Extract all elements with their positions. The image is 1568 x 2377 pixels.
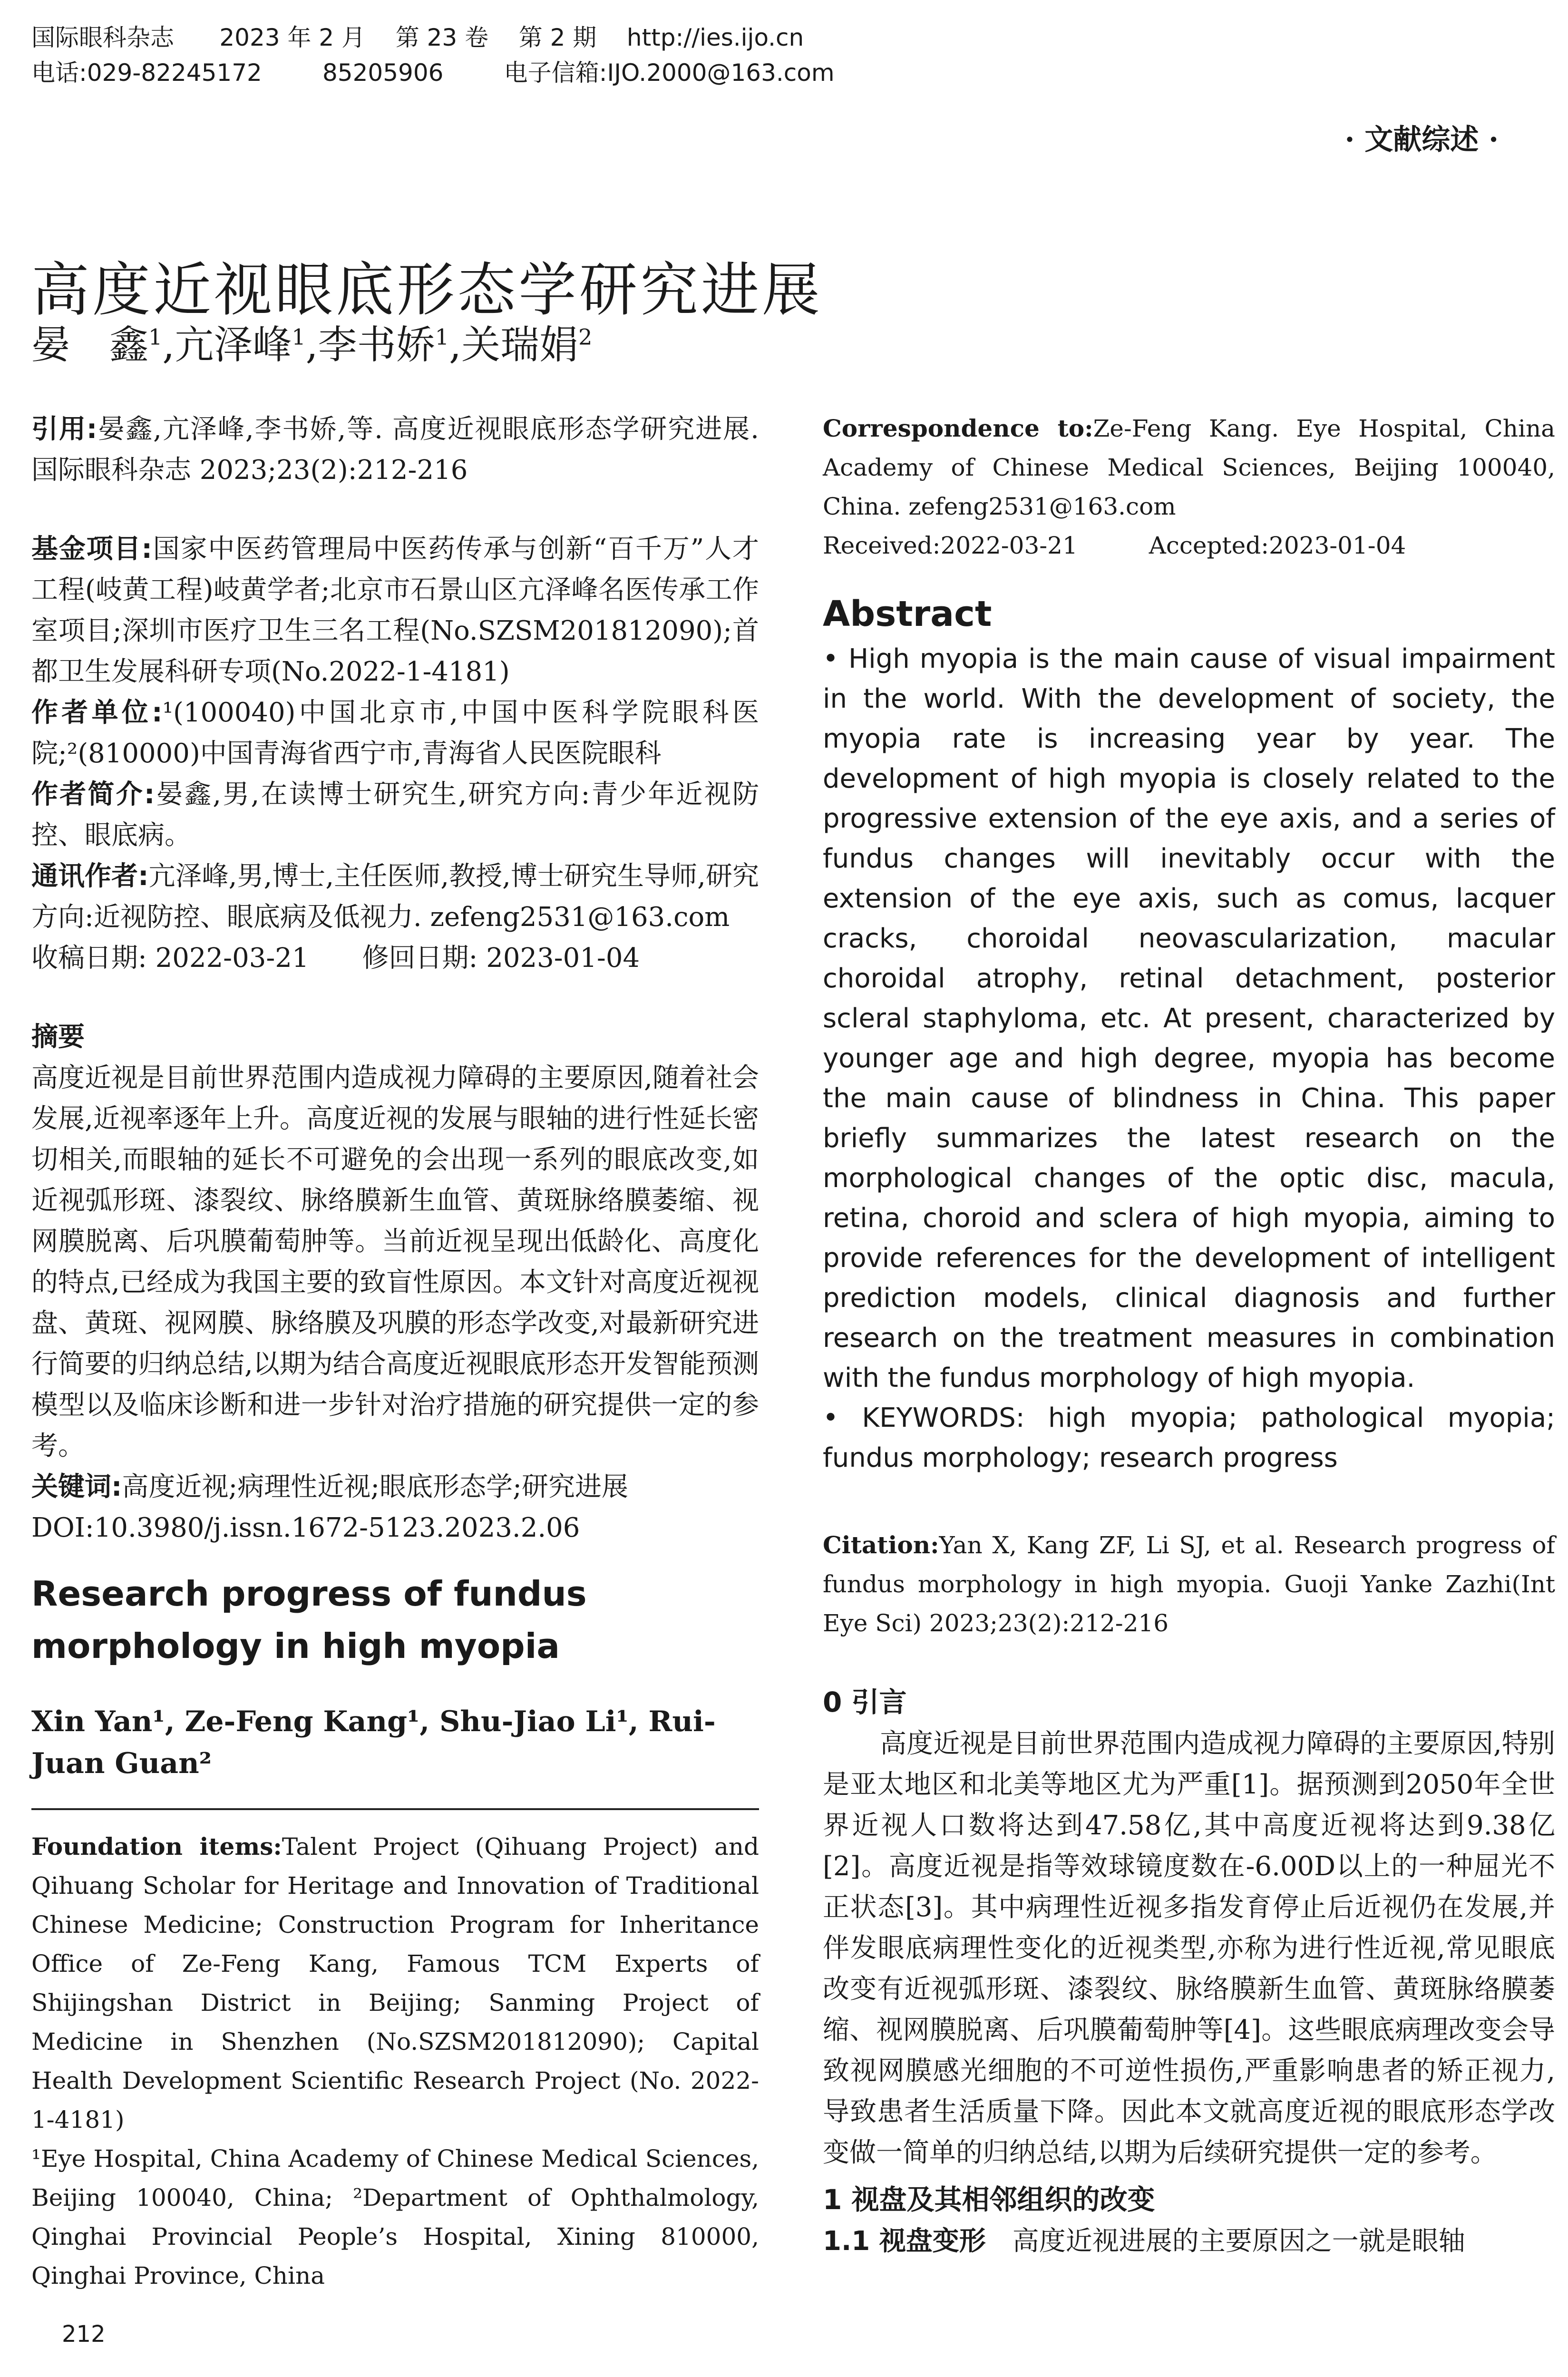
en-dates [823, 526, 1555, 565]
cn-corresponding [31, 856, 759, 938]
en-citation-label: Citation: [823, 1531, 939, 1559]
foundation-text: Talent Project (Qihuang Project) and Qihuang Scholar for Heritage and Innovation of Traditional Chinese Medicine; Construction Program for Inheritance Office of Ze-Feng Kang, Famous TCM Experts of Shijingshan District in Beijing; Sanming Project of Medicine in Shenzhen (No.SZSM201812090); Capital Health Development Scientific Research Project (No. 2022-1-4181) [31, 1833, 759, 2133]
cn-keywords-text: 高度近视;病理性近视;眼底形态学;研究进展 [122, 1471, 629, 1502]
cn-fund-text: 国家中医药管理局中医药传承与创新“百千万”人才工程(岐黄工程)岐黄学者;北京市石景山区亢泽峰名医传承工作室项目;深圳市医疗卫生三名工程(No.SZSM201812090);首都卫生发展科研专项(No.2022-1-4181) [31, 534, 759, 687]
volume: 第 23 卷 [395, 24, 489, 51]
journal-url[interactable]: http://ies.ijo.cn [626, 24, 804, 51]
english-title: Research progress of fundus morphology in high myopia [31, 1574, 587, 1666]
divider-rule [31, 1808, 759, 1810]
en-keywords: • KEYWORDS: high myopia; pathological myopia; fundus morphology; research progress [823, 1403, 1555, 1473]
cn-received-date: 收稿日期: 2022-03-21 [31, 943, 309, 974]
email[interactable]: 电子信箱:IJO.2000@163.com [504, 59, 835, 87]
en-abstract-text: • High myopia is the main cause of visual impairment in the world. With the development of society, the myopia rate is increasing year by year. The development of high myopia is closely related to the progressive extension of the eye axis, and a series of fundus changes will inevitably occur with the extension of the eye axis, such as comus, lacquer cracks, choroidal neovascularization, macular choroidal atrophy, retinal detachment, posterior scleral staphyloma, etc. At present, characterized by younger age and high degree, myopia has become the main cause of blindness in China. This paper briefly summarizes the latest research on the morphological changes of the optic disc, macula, retina, choroid and sclera of high myopia, aiming to provide references for the development of intelligent prediction models, clinical diagnosis and further research on the treatment measures in combination with the fundus morphology of high myopia. [823, 643, 1555, 1393]
cn-dates [31, 938, 759, 979]
cn-unit-text: ¹(100040)中国北京市,中国中医科学院眼科医院;²(810000)中国青海省西宁市,青海省人民医院眼科 [31, 697, 759, 769]
en-citation [823, 1526, 1555, 1643]
en-received-date: Received:2022-03-21 [823, 532, 1078, 559]
author-affiliation-mark: 2 [578, 324, 593, 350]
cn-abstract-heading: 摘要 [31, 1022, 85, 1052]
cn-corresponding-label: 通讯作者: [31, 861, 149, 892]
phone: 电话:029-82245172 [31, 59, 262, 87]
author-name: 李书娇 [318, 322, 435, 368]
section-tag: · 文献综述 · [1344, 123, 1499, 156]
doi[interactable]: DOI:10.3980/j.issn.1672-5123.2023.2.06 [31, 1512, 580, 1543]
section-0-heading: 0 引言 [823, 1686, 907, 1718]
cn-corresponding-text: 亢泽峰,男,博士,主任医师,教授,博士研究生导师,研究方向:近视防控、眼底病及低视力. zefeng2531@163.com [31, 861, 759, 933]
section-1-1-heading: 1.1 视盘变形 [823, 2226, 986, 2257]
cn-fund-label: 基金项目: [31, 534, 152, 565]
cn-keywords [31, 1467, 759, 1508]
journal-header [31, 20, 1458, 90]
affiliations: ¹Eye Hospital, China Academy of Chinese Medical Sciences, Beijing 100040, China; ²Department of Ophthalmology, Qinghai Provincial People’s Hospital, Xining 810000, Qinghai Province, China [31, 2145, 759, 2289]
author-affiliation-mark: 1 [435, 324, 449, 350]
en-correspondence [823, 409, 1555, 526]
issue-date: 2023 年 2 月 [219, 24, 366, 51]
left-column [31, 409, 759, 2295]
author-name: 关瑞娟 [461, 322, 579, 368]
author-separator: , [162, 322, 175, 368]
en-citation-text: Yan X, Kang ZF, Li SJ, et al. Research progress of fundus morphology in high myopia. Guoji Yanke Zazhi(Int Eye Sci) 2023;23(2):212-216 [823, 1531, 1555, 1637]
en-abstract-heading: Abstract [823, 594, 992, 634]
page-number: 212 [62, 2321, 106, 2348]
author-list [31, 314, 592, 370]
cn-abstract-text: 高度近视是目前世界范围内造成视力障碍的主要原因,随着社会发展,近视率逐年上升。高度近视的发展与眼轴的进行性延长密切相关,而眼轴的延长不可避免的会出现一系列的眼底改变,如近视弧形斑、漆裂纹、脉络膜新生血管、黄斑脉络膜萎缩、视网膜脱离、后巩膜葡萄肿等。当前近视呈现出低龄化、高度化的特点,已经成为我国主要的致盲性原因。本文针对高度近视视盘、黄斑、视网膜、脉络膜及巩膜的形态学改变,对最新研究进行简要的归纳总结,以期为结合高度近视眼底形态开发智能预测模型以及临床诊断和进一步针对治疗措施的研究提供一定的参考。 [31, 1062, 759, 1461]
cn-revised-date: 修回日期: 2023-01-04 [362, 943, 640, 974]
author-affiliation-mark: 1 [148, 324, 163, 350]
cn-keywords-label: 关键词: [31, 1471, 122, 1502]
author-separator: , [305, 322, 318, 368]
author-affiliation-mark: 1 [292, 324, 306, 350]
author-name: 亢泽峰 [175, 322, 292, 368]
section-1-heading: 1 视盘及其相邻组织的改变 [823, 2183, 1155, 2216]
cn-unit [31, 692, 759, 774]
section-1-1 [823, 2221, 1555, 2262]
cn-unit-label: 作者单位: [31, 697, 163, 728]
foundation-items [31, 1827, 759, 2139]
cn-author-intro [31, 774, 759, 856]
en-correspondence-text: Ze-Feng Kang. Eye Hospital, China Academy of Chinese Medical Sciences, Beijing 100040, China. zefeng2531@163.com [823, 415, 1555, 520]
cn-author-intro-label: 作者简介: [31, 779, 155, 810]
phone-2: 85205906 [322, 59, 444, 87]
journal-name: 国际眼科杂志 [31, 24, 174, 51]
en-correspondence-label: Correspondence to: [823, 414, 1093, 442]
foundation-label: Foundation items: [31, 1832, 282, 1861]
english-authors: Xin Yan¹, Ze-Feng Kang¹, Shu-Jiao Li¹, Rui-Juan Guan² [31, 1705, 716, 1780]
section-0-text: 高度近视是目前世界范围内造成视力障碍的主要原因,特别是亚太地区和北美等地区尤为严重[1]。据预测到2050年全世界近视人口数将达到47.58亿,其中高度近视将达到9.38亿[2]。高度近视是指等效球镜度数在-6.00D以上的一种屈光不正状态[3]。其中病理性近视多指发育停止后近视仍在发展,并伴发眼底病理性变化的近视类型,亦称为进行性近视,常见眼底改变有近视弧形斑、漆裂纹、脉络膜新生血管、黄斑脉络膜萎缩、视网膜脱离、后巩膜葡萄肿等[4]。这些眼底病理改变会导致视网膜感光细胞的不可逆性损伤,严重影响患者的矫正视力,导致患者生活质量下降。因此本文就高度近视的眼底形态学改变做一简单的归纳总结,以期为后续研究提供一定的参考。 [823, 1728, 1555, 2168]
cn-citation [31, 409, 759, 491]
section-1-1-text: 高度近视进展的主要原因之一就是眼轴 [1012, 2226, 1465, 2257]
author-separator: , [449, 322, 462, 368]
cn-citation-text: 晏鑫,亢泽峰,李书娇,等. 高度近视眼底形态学研究进展. 国际眼科杂志 2023;23(2):212-216 [31, 414, 759, 486]
right-column [823, 409, 1555, 2262]
article-title: 高度近视眼底形态学研究进展 [31, 256, 823, 324]
en-accepted-date: Accepted:2023-01-04 [1149, 532, 1406, 559]
cn-author-intro-text: 晏鑫,男,在读博士研究生,研究方向:青少年近视防控、眼底病。 [31, 779, 759, 851]
cn-fund [31, 529, 759, 692]
issue: 第 2 期 [518, 24, 597, 51]
cn-citation-label: 引用: [31, 414, 97, 445]
author-name: 晏 鑫 [31, 322, 149, 368]
